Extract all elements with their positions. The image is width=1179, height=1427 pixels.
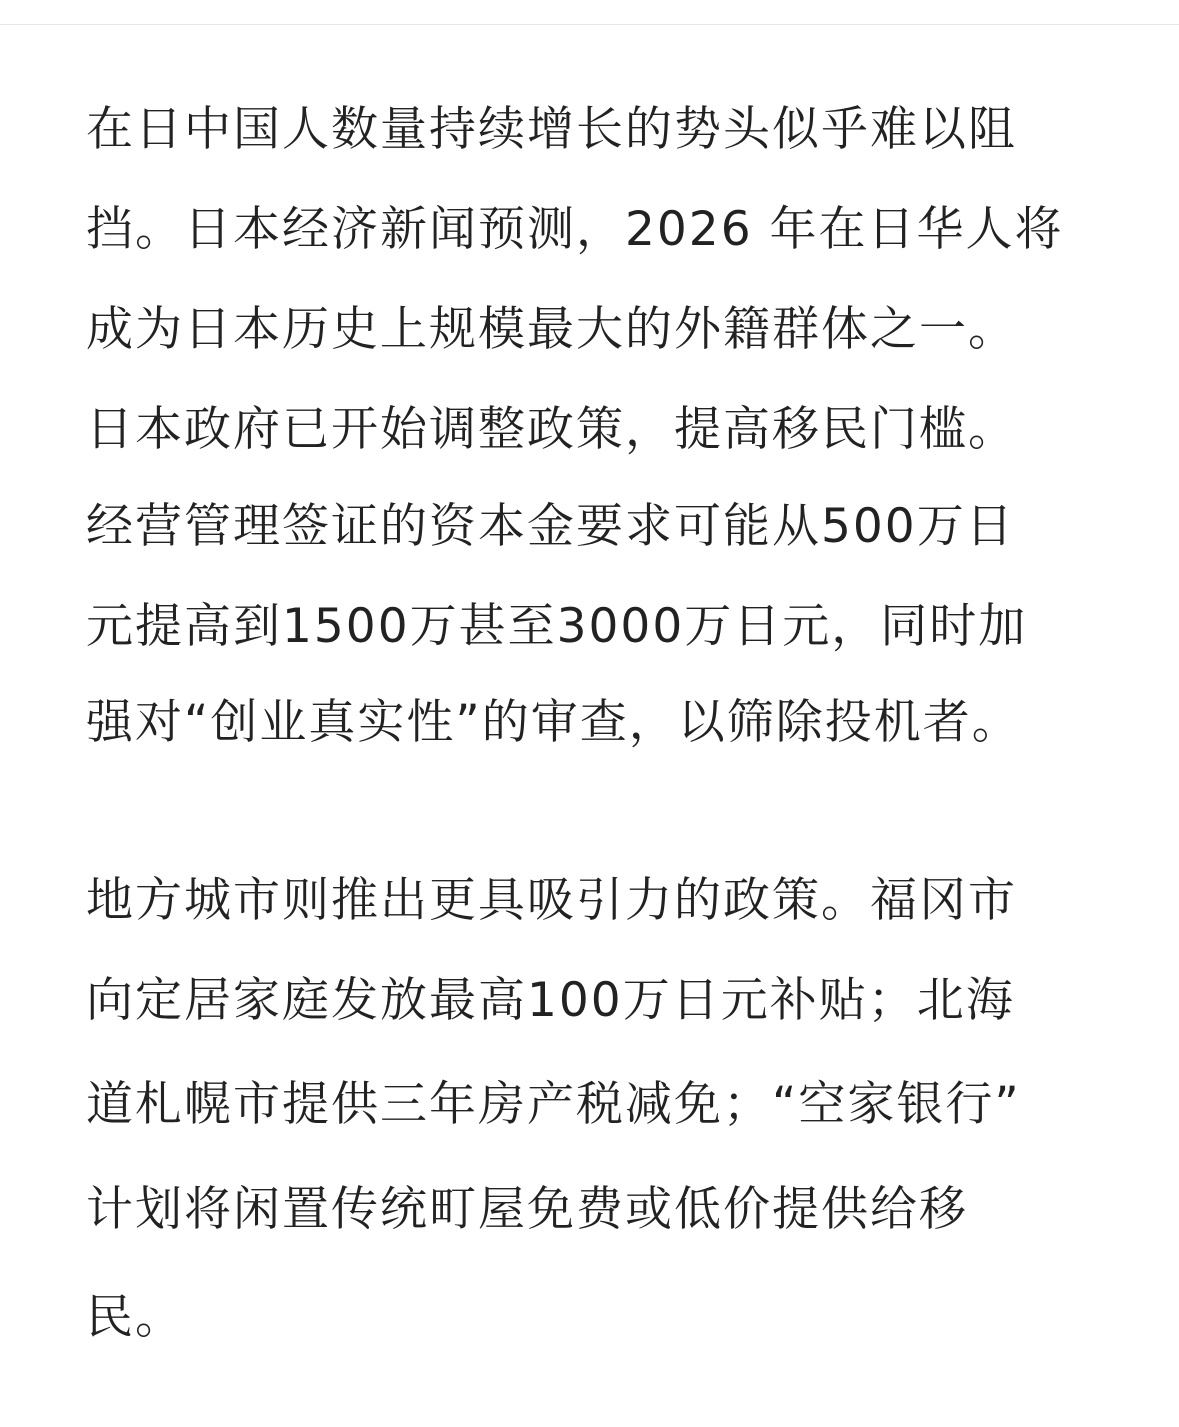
paragraph-1-line-6: 元提高到1500万甚至3000万日元，同时加 [86,599,1028,654]
paragraph-1-line-4: 日本政府已开始调整政策，提高移民门槛。 [86,402,1017,457]
paragraph-2-line-2: 向定居家庭发放最高100万日元补贴；北海 [86,973,1015,1028]
paragraph-1-line-1: 在日中国人数量持续增长的势头似乎难以阻 [86,102,1017,157]
paragraph-2-line-1: 地方城市则推出更具吸引力的政策。福冈市 [86,873,1017,928]
paragraph-2-line-5: 民。 [86,1290,184,1345]
paragraph-1-line-7: 强对“创业真实性”的审查，以筛除投机者。 [86,695,1021,750]
paragraph-1-line-2: 挡。日本经济新闻预测，2026 年在日华人将 [86,202,1064,257]
paragraph-1-line-3: 成为日本历史上规模最大的外籍群体之一。 [86,302,1017,357]
paragraph-2-line-3: 道札幌市提供三年房产税减免；“空家银行” [86,1077,1021,1132]
top-divider [0,24,1179,25]
paragraph-2-line-4: 计划将闲置传统町屋免费或低价提供给移 [86,1182,968,1237]
paragraph-1-line-5: 经营管理签证的资本金要求可能从500万日 [86,499,1015,554]
